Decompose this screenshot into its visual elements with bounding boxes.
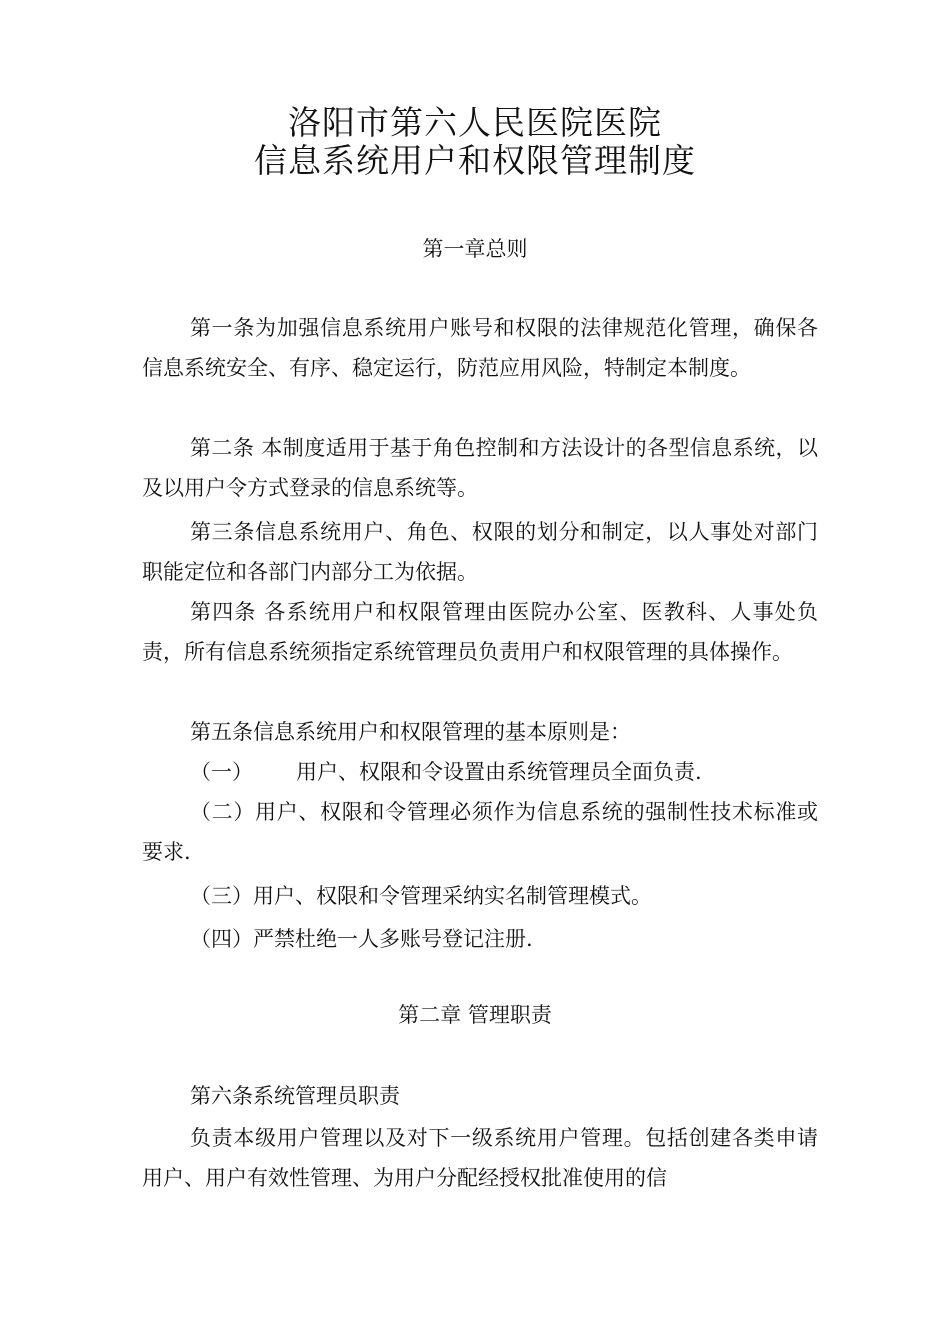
principle-1-text: 用户、权限和令设置由系统管理员全面负责. (296, 760, 702, 784)
article-6-body: 负责本级用户管理以及对下一级系统用户管理。包括创建各类申请用户、用户有效性管理、为用户分配经授权批准使用的信 (142, 1126, 818, 1190)
principle-2-paragraph: （二）用户、权限和令管理必须作为信息系统的强制性技术标准或要求. (142, 800, 818, 864)
article-6-heading: 第六条系统管理员职责 (190, 1084, 400, 1108)
article-1-paragraph: 第一条为加强信息系统用户账号和权限的法律规范化管理，确保各信息系统安全、有序、稳定运行，防范应用风险，特制定本制度。 (142, 316, 818, 380)
article-2-paragraph: 第二条 本制度适用于基于角色控制和方法设计的各型信息系统，以及以用户令方式登录的信息系统等。 (142, 436, 818, 500)
document-title-line1: 洛阳市第六人民医院医院 (288, 103, 662, 142)
article-4-paragraph: 第四条 各系统用户和权限管理由医院办公室、医教科、人事处负责，所有信息系统须指定系统管理员负责用户和权限管理的具体操作。 (142, 600, 818, 664)
principle-3-paragraph: （三）用户、权限和令管理采纳实名制管理模式。 (190, 884, 652, 908)
principle-1-number: （一） (190, 760, 253, 784)
article-5-paragraph: 第五条信息系统用户和权限管理的基本原则是： (190, 720, 631, 744)
article-3-paragraph: 第三条信息系统用户、角色、权限的划分和制定，以人事处对部门职能定位和各部门内部分工为依据。 (142, 520, 818, 584)
chapter-heading-management-duties: 第二章 管理职责 (398, 1003, 552, 1027)
principle-4-paragraph: （四）严禁杜绝一人多账号登记注册. (190, 927, 533, 951)
document-title-line2: 信息系统用户和权限管理制度 (254, 141, 696, 180)
chapter-heading-general: 第一章总则 (422, 237, 528, 261)
